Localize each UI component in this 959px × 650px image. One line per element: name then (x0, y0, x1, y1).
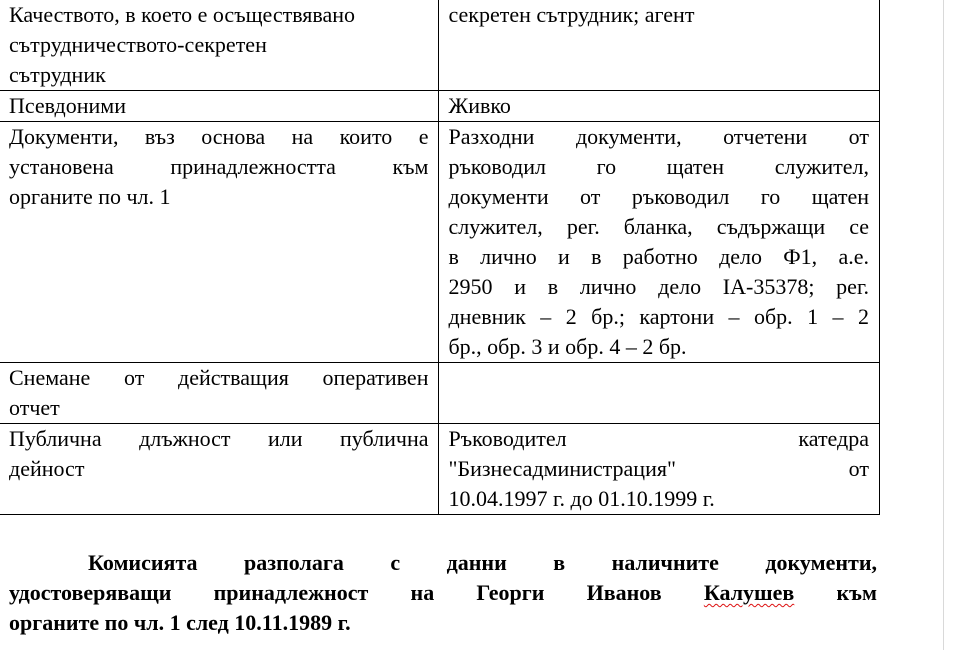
paragraph-text: удостоверяващи принадлежност на Георги Иванов (9, 580, 704, 605)
value-line: секретен сътрудник; агент (448, 2, 695, 27)
label-line: Документи, въз основа на които е (9, 124, 429, 149)
row-label (0, 424, 439, 515)
value-line: "Бизнесадминистрация" от (448, 456, 869, 481)
value-line: Живко (448, 93, 511, 118)
value-line: ръководил го щатен служител, (448, 154, 869, 179)
label-line: Публична длъжност или публична (9, 426, 429, 451)
paragraph-line: органите по чл. 1 след 10.11.1989 г. (9, 610, 351, 635)
label-line: сътрудничеството-секретен (9, 32, 267, 57)
value-line: Ръководител катедра (448, 426, 869, 451)
label-line: Псевдоними (9, 93, 126, 118)
row-label (0, 0, 439, 91)
value-line: бр., обр. 3 и обр. 4 – 2 бр. (448, 334, 687, 359)
label-line: органите по чл. 1 (9, 184, 171, 209)
value-line: 2950 и в лично дело IA-35378; рег. (448, 274, 869, 299)
page-edge (943, 0, 944, 650)
conclusion-paragraph (9, 548, 877, 638)
row-value (439, 122, 880, 363)
value-line: в лично и в работно дело Ф1, а.е. (448, 244, 869, 269)
label-line: сътрудник (9, 62, 106, 87)
row-value (439, 91, 880, 122)
label-line: Снемане от действащия оперативен (9, 365, 429, 390)
table-row (0, 0, 880, 91)
table-row (0, 91, 880, 122)
label-line: отчет (9, 395, 60, 420)
row-value (439, 424, 880, 515)
table-row (0, 363, 880, 424)
value-line: 10.04.1997 г. до 01.10.1999 г. (448, 486, 715, 511)
row-value (439, 0, 880, 91)
label-line: Качеството, в което е осъществявано (9, 2, 356, 27)
label-line: установена принадлежността към (9, 154, 429, 179)
table-row (0, 424, 880, 515)
value-line: документи от ръководил го щатен (448, 184, 869, 209)
spellcheck-flagged-word[interactable]: Калушев (703, 580, 795, 605)
value-line: служител, рег. бланка, съдържащи се (448, 214, 869, 239)
row-label (0, 122, 439, 363)
paragraph-line (9, 578, 877, 608)
row-value (439, 363, 880, 424)
row-label (0, 363, 439, 424)
row-label (0, 91, 439, 122)
table-row (0, 122, 880, 363)
label-line: дейност (9, 456, 85, 481)
value-line: дневник – 2 бр.; картони – обр. 1 – 2 (448, 304, 869, 329)
value-line: Разходни документи, отчетени от (448, 124, 869, 149)
paragraph-line: Комисията разполага с данни в наличните документи, (88, 550, 877, 575)
paragraph-text: към (794, 580, 877, 605)
